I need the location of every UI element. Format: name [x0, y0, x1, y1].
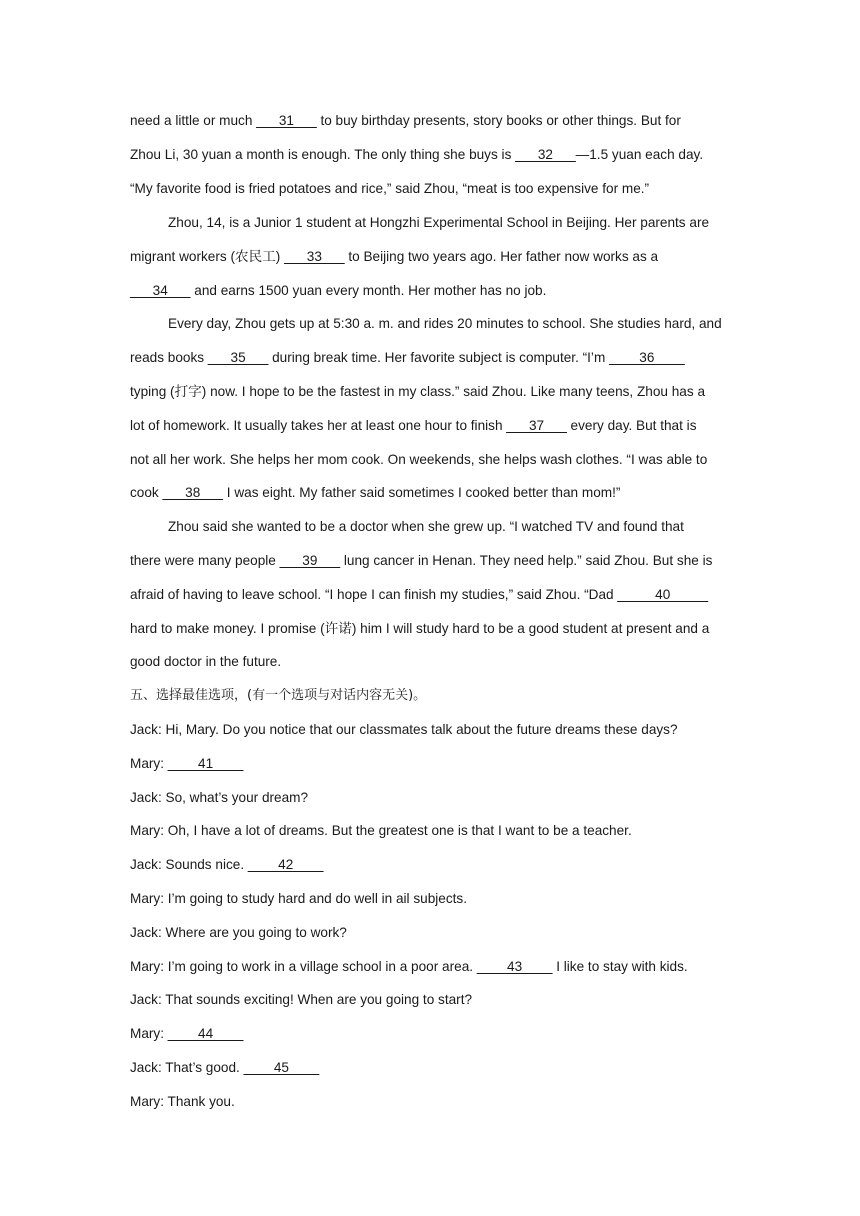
text: there were many people: [130, 553, 280, 568]
text: migrant workers (农民工): [130, 249, 285, 264]
dialogue-text: Jack: So, what’s your dream?: [130, 790, 309, 805]
text: —1.5 yuan each day.: [575, 147, 704, 162]
passage-line-3: “My favorite food is fried potatoes and rice,” said Zhou, “meat is too expensive for me.”: [130, 181, 650, 196]
blank-32: ___32___: [515, 147, 576, 162]
blank-40: _____40_____: [617, 587, 709, 602]
passage-line-7: Every day, Zhou gets up at 5:30 a. m. and rides 20 minutes to school. She studies hard, and: [168, 316, 722, 331]
text: need a little or much: [130, 113, 257, 128]
dialogue-text: Mary: Thank you.: [130, 1094, 235, 1109]
dialogue-line: [130, 720, 730, 740]
dialogue-text: Jack: Where are you going to work?: [130, 925, 347, 940]
passage-line-5: [130, 247, 730, 267]
dialogue-text: Jack: Hi, Mary. Do you notice that our classmates talk about the future dreams these days?: [130, 722, 678, 737]
passage-line-11: not all her work. She helps her mom cook. On weekends, she helps wash clothes. “I was able to: [130, 452, 708, 467]
passage-line-12: [130, 483, 730, 503]
passage-line-1: [130, 111, 730, 131]
text: during break time. Her favorite subject is computer. “I’m: [268, 350, 610, 365]
answer-blank: ____43____: [476, 959, 553, 974]
blank-37: ___37___: [506, 418, 567, 433]
dialogue-line: [130, 957, 730, 977]
blank-33: ___33___: [284, 249, 345, 264]
text: Zhou Li, 30 yuan a month is enough. The only thing she buys is: [130, 147, 516, 162]
passage-line-16: hard to make money. I promise (许诺) him I will study hard to be a good student at present and a: [130, 621, 710, 636]
blank-39: ___39___: [279, 553, 341, 568]
passage-line-17: good doctor in the future.: [130, 654, 282, 669]
passage-line-10: [130, 416, 730, 436]
text: cook: [130, 485, 163, 500]
blank-35: ___35___: [207, 350, 269, 365]
dialogue-line: [130, 855, 730, 875]
dialogue-text: Mary: I’m going to study hard and do well in ail subjects.: [130, 891, 467, 906]
passage-line-15: [130, 585, 730, 605]
dialogue-line: [130, 1092, 730, 1112]
answer-blank: ____44____: [167, 1026, 244, 1041]
section-five-heading: 五、选择最佳选项，(有一个选项与对话内容无关)。: [130, 688, 427, 703]
dialogue-line: [130, 923, 730, 943]
dialogue-text: I like to stay with kids.: [552, 959, 688, 974]
text: lung cancer in Henan. They need help.” said Zhou. But she is: [340, 553, 713, 568]
text: reads books: [130, 350, 208, 365]
text: every day. But that is: [566, 418, 697, 433]
dialogue-line: [130, 821, 730, 841]
dialogue-line: [130, 1058, 730, 1078]
text: to buy birthday presents, story books or other things. But for: [316, 113, 681, 128]
dialogue-text: Jack: That’s good.: [130, 1060, 244, 1075]
dialogue-text: Jack: That sounds exciting! When are you going to start?: [130, 992, 473, 1007]
text: lot of homework. It usually takes her at least one hour to finish: [130, 418, 507, 433]
dialogue-text: Mary:: [130, 1026, 168, 1041]
passage-line-14: [130, 551, 730, 571]
passage-line-9: typing (打字) now. I hope to be the fastest in my class.” said Zhou. Like many teens, Zhou has a: [130, 384, 705, 399]
blank-36: ____36____: [609, 350, 685, 365]
dialogue-text: Mary: Oh, I have a lot of dreams. But the greatest one is that I want to be a teacher.: [130, 823, 632, 838]
answer-blank: ____41____: [167, 756, 244, 771]
answer-blank: ____42____: [247, 857, 324, 872]
blank-34: ___34___: [130, 283, 191, 298]
passage-line-2: [130, 145, 730, 165]
text: afraid of having to leave school. “I hope I can finish my studies,” said Zhou. “Dad: [130, 587, 618, 602]
dialogue-line: [130, 990, 730, 1010]
text: I was eight. My father said sometimes I cooked better than mom!”: [222, 485, 621, 500]
dialogue-line: [130, 889, 730, 909]
passage-line-8: [130, 348, 730, 368]
text: to Beijing two years ago. Her father now works as a: [344, 249, 659, 264]
blank-38: ___38___: [162, 485, 223, 500]
dialogue-text: Mary:: [130, 756, 168, 771]
text: and earns 1500 yuan every month. Her mother has no job.: [190, 283, 547, 298]
dialogue-text: Mary: I’m going to work in a village school in a poor area.: [130, 959, 477, 974]
dialogue-text: Jack: Sounds nice.: [130, 857, 248, 872]
passage-line-4: Zhou, 14, is a Junior 1 student at Hongzhi Experimental School in Beijing. Her parents are: [168, 215, 710, 230]
dialogue-line: [130, 788, 730, 808]
passage-line-6: [130, 281, 730, 301]
passage-line-13: Zhou said she wanted to be a doctor when she grew up. “I watched TV and found that: [168, 519, 684, 534]
blank-31: ___31___: [256, 113, 317, 128]
dialogue-line: [130, 754, 730, 774]
dialogue-line: [130, 1024, 730, 1044]
answer-blank: ____45____: [243, 1060, 320, 1075]
